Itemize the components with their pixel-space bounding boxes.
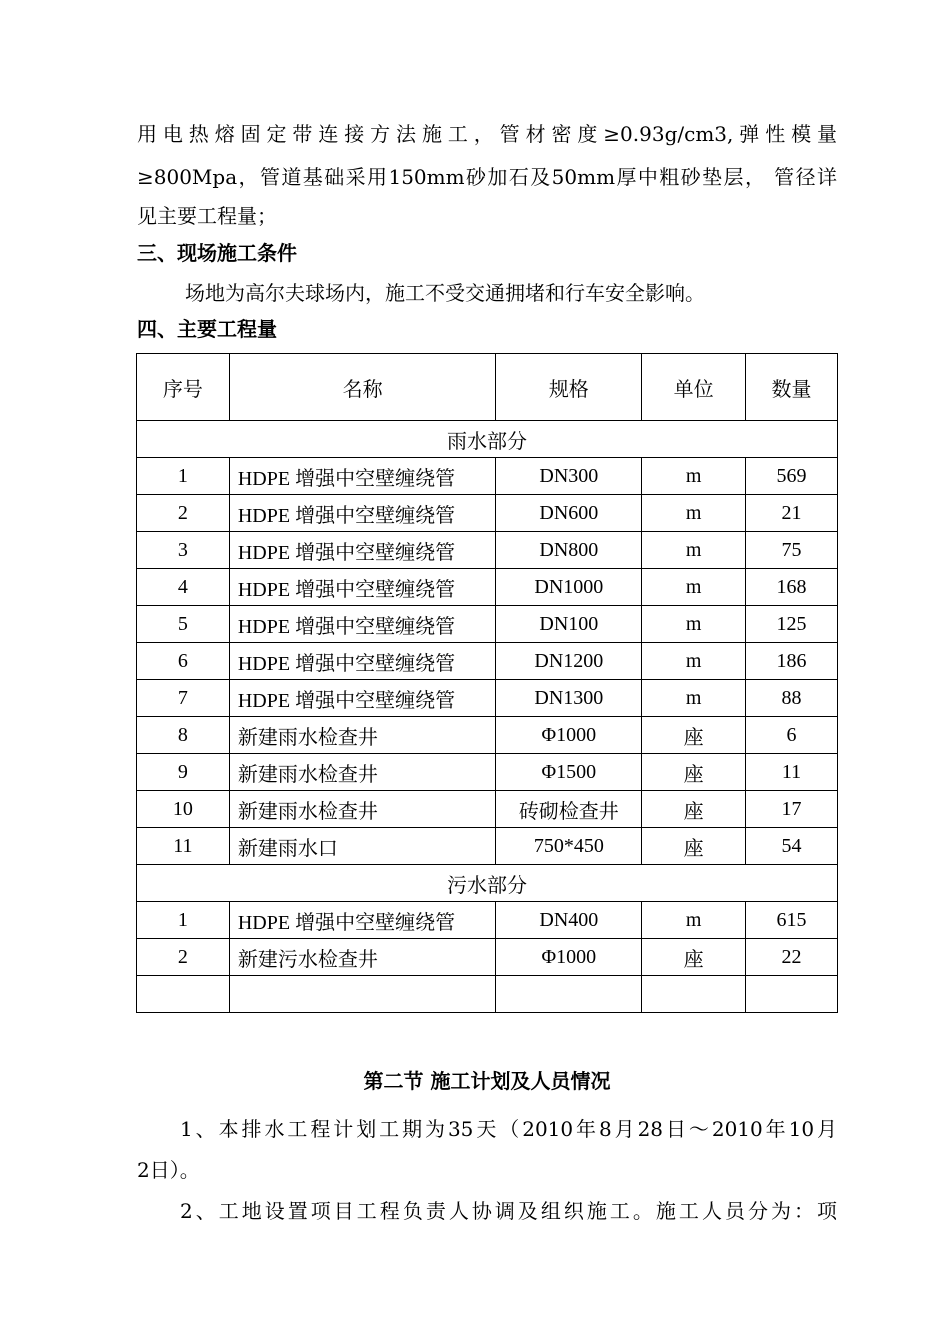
row-quantity: 88 [746,680,838,717]
table-row [137,606,838,643]
intro-line-1: 用电热熔固定带连接方法施工，管材密度≥0.93g/cm3,弹性模量 [137,122,837,146]
row-quantity: 75 [746,532,838,569]
row-unit: m [642,532,746,569]
row-name: 新建雨水检查井 [229,754,496,791]
section-two-heading: 第二节 施工计划及人员情况 [363,1069,611,1093]
row-quantity: 54 [746,828,838,865]
row-index: 1 [137,458,230,495]
row-spec: DN300 [496,458,642,495]
row-spec: DN100 [496,606,642,643]
table-row [137,828,838,865]
row-quantity: 615 [746,902,838,939]
table-row [137,458,838,495]
row-unit: m [642,458,746,495]
row-name: HDPE 增强中空壁缠绕管 [229,902,496,939]
row-spec: DN400 [496,902,642,939]
row-unit: m [642,643,746,680]
row-name: HDPE 增强中空壁缠绕管 [229,606,496,643]
row-index: 8 [137,717,230,754]
row-name: HDPE 增强中空壁缠绕管 [229,680,496,717]
row-unit: m [642,606,746,643]
row-spec: Φ1000 [496,717,642,754]
row-spec: DN1200 [496,643,642,680]
row-spec: DN1000 [496,569,642,606]
header-spec: 规格 [496,354,642,421]
sewage-section-row [137,865,838,902]
row-name: HDPE 增强中空壁缠绕管 [229,643,496,680]
section-two-para2-line1: 2、工地设置项目工程负责人协调及组织施工。施工人员分为：项 [180,1199,837,1223]
row-unit: m [642,680,746,717]
row-index: 11 [137,828,230,865]
row-unit: 座 [642,828,746,865]
row-unit: 座 [642,717,746,754]
row-index: 5 [137,606,230,643]
sewage-section-label: 污水部分 [137,865,838,902]
row-unit: m [642,902,746,939]
table-row [137,532,838,569]
row-spec: DN600 [496,495,642,532]
row-name: HDPE 增强中空壁缠绕管 [229,495,496,532]
intro-line-3: 见主要工程量； [137,204,277,228]
table-row-empty [137,976,838,1013]
table-row [137,495,838,532]
header-index: 序号 [137,354,230,421]
table-row [137,939,838,976]
section4-heading: 四、主要工程量 [137,317,277,341]
section3-text: 场地为高尔夫球场内，施工不受交通拥堵和行车安全影响。 [185,281,705,305]
header-quantity: 数量 [746,354,838,421]
row-name: HDPE 增强中空壁缠绕管 [229,458,496,495]
table-row [137,680,838,717]
table-row [137,569,838,606]
row-index: 6 [137,643,230,680]
row-quantity: 125 [746,606,838,643]
row-quantity: 6 [746,717,838,754]
row-name: 新建雨水检查井 [229,717,496,754]
row-spec: DN800 [496,532,642,569]
row-index: 1 [137,902,230,939]
row-index: 7 [137,680,230,717]
row-index: 4 [137,569,230,606]
row-quantity: 186 [746,643,838,680]
rain-section-label: 雨水部分 [137,421,838,458]
table-row [137,791,838,828]
row-index: 10 [137,791,230,828]
row-unit: m [642,569,746,606]
row-quantity: 21 [746,495,838,532]
row-quantity: 11 [746,754,838,791]
table-row [137,717,838,754]
row-index: 3 [137,532,230,569]
header-name: 名称 [229,354,496,421]
row-spec: Φ1500 [496,754,642,791]
table-row [137,643,838,680]
table-header-row [137,354,838,421]
quantities-table [136,353,838,1013]
row-index: 9 [137,754,230,791]
row-name: 新建雨水口 [229,828,496,865]
row-quantity: 22 [746,939,838,976]
row-index: 2 [137,495,230,532]
section3-heading: 三、现场施工条件 [137,241,297,265]
row-name: 新建雨水检查井 [229,791,496,828]
row-unit: 座 [642,754,746,791]
row-spec: 砖砌检查井 [496,791,642,828]
row-quantity: 17 [746,791,838,828]
row-quantity: 168 [746,569,838,606]
section-two-para1-line2: 2日）。 [137,1158,200,1182]
table-row [137,754,838,791]
table-row [137,902,838,939]
row-name: HDPE 增强中空壁缠绕管 [229,532,496,569]
header-unit: 单位 [642,354,746,421]
section-two-para1-line1: 1、本排水工程计划工期为35天（2010年8月28日～2010年10月 [180,1117,837,1141]
row-unit: 座 [642,791,746,828]
rain-section-row [137,421,838,458]
row-spec: DN1300 [496,680,642,717]
row-index: 2 [137,939,230,976]
row-unit: m [642,495,746,532]
row-unit: 座 [642,939,746,976]
row-spec: 750*450 [496,828,642,865]
intro-line-2: ≥800Mpa，管道基础采用150mm砂加石及50mm厚中粗砂垫层， 管径详 [137,165,837,189]
row-name: 新建污水检查井 [229,939,496,976]
row-name: HDPE 增强中空壁缠绕管 [229,569,496,606]
row-spec: Φ1000 [496,939,642,976]
row-quantity: 569 [746,458,838,495]
